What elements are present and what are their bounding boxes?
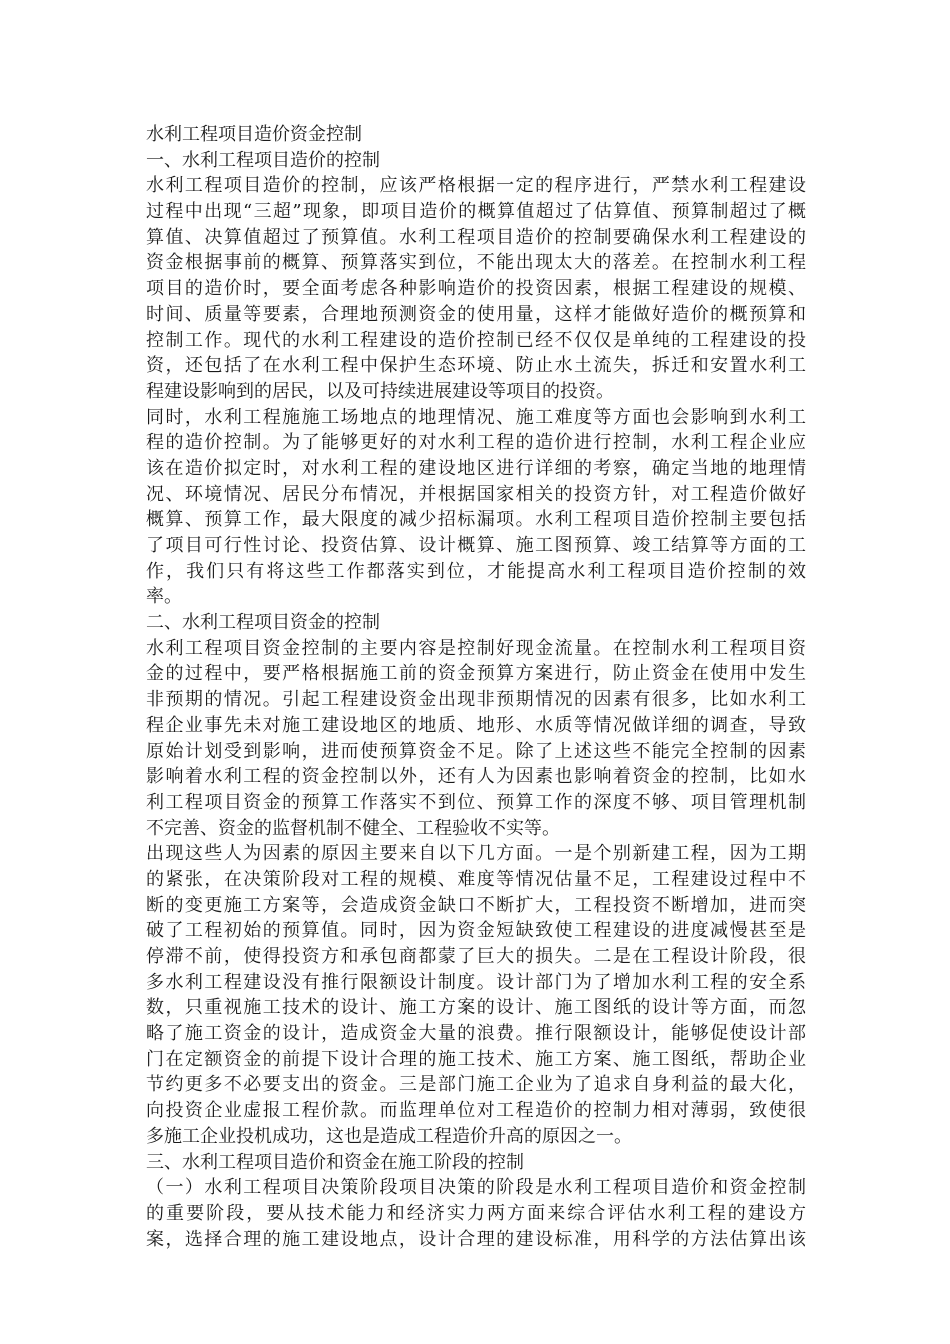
- text-line: 二、水利工程项目资金的控制: [146, 612, 380, 634]
- text-line: 数，只重视施工技术的设计、施工方案的设计、施工图纸的设计等方面，而忽: [146, 997, 806, 1019]
- text-line: 影响着水利工程的资金控制以外，还有人为因素也影响着资金的控制，比如水: [146, 766, 806, 788]
- text-line: 资金根据事前的概算、预算落实到位，不能出现太大的落差。在控制水利工程: [146, 252, 806, 274]
- text-line: 水利工程项目造价的控制，应该严格根据一定的程序进行，严禁水利工程建设: [146, 175, 806, 197]
- text-line: 资，还包括了在水利工程中保护生态环境、防止水土流失，拆迁和安置水利工: [146, 355, 806, 377]
- text-line: 断的变更施工方案等，会造成资金缺口不断扩大，工程投资不断增加，进而突: [146, 894, 806, 916]
- text-line: 同时，水利工程施施工场地点的地理情况、施工难度等方面也会影响到水利工: [146, 406, 806, 428]
- text-line: 多水利工程建设没有推行限额设计制度。设计部门为了增加水利工程的安全系: [146, 971, 806, 993]
- text-line: 程企业事先未对施工建设地区的地质、地形、水质等情况做详细的调查，导致: [146, 714, 806, 736]
- text-line: （一）水利工程项目决策阶段项目决策的阶段是水利工程项目造价和资金控制: [146, 1177, 806, 1199]
- text-line: 况、环境情况、居民分布情况，并根据国家相关的投资方针，对工程造价做好: [146, 483, 806, 505]
- text-line: 程的造价控制。为了能够更好的对水利工程的造价进行控制，水利工程企业应: [146, 432, 806, 454]
- text-line: 三、水利工程项目造价和资金在施工阶段的控制: [146, 1151, 524, 1173]
- text-line: 门在定额资金的前提下设计合理的施工技术、施工方案、施工图纸，帮助企业: [146, 1048, 806, 1070]
- text-line: 不完善、资金的监督机制不健全、工程验收不实等。: [146, 817, 560, 839]
- text-line: 水利工程项目资金控制的主要内容是控制好现金流量。在控制水利工程项目资: [146, 637, 806, 659]
- text-line: 该在造价拟定时，对水利工程的建设地区进行详细的考察，确定当地的地理情: [146, 457, 806, 479]
- text-line: 控制工作。现代的水利工程建设的造价控制已经不仅仅是单纯的工程建设的投: [146, 329, 806, 351]
- text-line: 项目的造价时，要全面考虑各种影响造价的投资因素，根据工程建设的规模、: [146, 278, 806, 300]
- text-line: 的重要阶段，要从技术能力和经济实力两方面来综合评估水利工程的建设方: [146, 1202, 806, 1224]
- text-line: 利工程项目资金的预算工作落实不到位、预算工作的深度不够、项目管理机制: [146, 791, 806, 813]
- text-line: 多施工企业投机成功，这也是造成工程造价升高的原因之一。: [146, 1125, 632, 1147]
- text-line: 概算、预算工作，最大限度的减少招标漏项。水利工程项目造价控制主要包括: [146, 509, 806, 531]
- text-line: 时间、质量等要素，合理地预测资金的使用量，这样才能做好造价的概预算和: [146, 303, 806, 325]
- text-line: 过程中出现“三超”现象，即项目造价的概算值超过了估算值、预算制超过了概: [146, 201, 806, 223]
- text-line: 金的过程中，要严格根据施工前的资金预算方案进行，防止资金在使用中发生: [146, 663, 806, 685]
- text-line: 程建设影响到的居民，以及可持续进展建设等项目的投资。: [146, 380, 614, 402]
- text-line: 算值、决算值超过了预算值。水利工程项目造价的控制要确保水利工程建设的: [146, 226, 806, 248]
- text-line: 停滞不前，使得投资方和承包商都蒙了巨大的损失。二是在工程设计阶段，很: [146, 946, 806, 967]
- text-line: 出现这些人为因素的原因主要来自以下几方面。一是个别新建工程，因为工期: [146, 843, 806, 865]
- text-line: 水利工程项目造价资金控制: [146, 124, 362, 145]
- text-line: 节约更多不必要支出的资金。三是部门施工企业为了追求自身利益的最大化，: [146, 1074, 806, 1096]
- text-line: 作，我们只有将这些工作都落实到位，才能提高水利工程项目造价控制的效: [146, 560, 806, 582]
- text-line: 的紧张，在决策阶段对工程的规模、难度等情况估量不足，工程建设过程中不: [146, 868, 806, 890]
- text-line: 率。: [146, 586, 182, 608]
- text-line: 案，选择合理的施工建设地点，设计合理的建设标准，用科学的方法估算出该: [146, 1228, 806, 1250]
- text-line: 向投资企业虚报工程价款。而监理单位对工程造价的控制力相对薄弱，致使很: [146, 1100, 806, 1122]
- document-body: [146, 122, 806, 1252]
- text-line: 略了施工资金的设计，造成资金大量的浪费。推行限额设计，能够促使设计部: [146, 1023, 806, 1045]
- text-line: 了项目可行性讨论、投资估算、设计概算、施工图预算、竣工结算等方面的工: [146, 535, 806, 556]
- text-line: 一、水利工程项目造价的控制: [146, 149, 380, 171]
- text-line: 原始计划受到影响，进而使预算资金不足。除了上述这些不能完全控制的因素: [146, 740, 806, 762]
- text-line: 非预期的情况。引起工程建设资金出现非预期情况的因素有很多，比如水利工: [146, 689, 806, 711]
- text-line: 破了工程初始的预算值。同时，因为资金短缺致使工程建设的进度减慢甚至是: [146, 920, 806, 942]
